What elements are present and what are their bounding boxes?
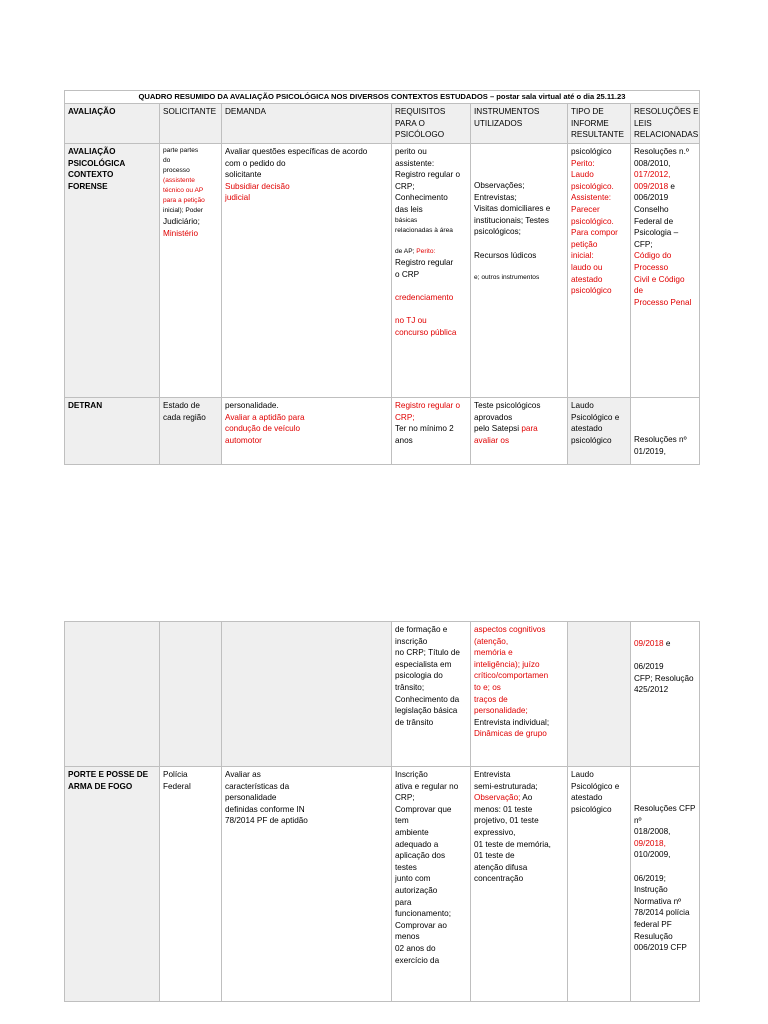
- cell-text-line: aprovados: [474, 412, 513, 422]
- cell-text-line: de formação e: [395, 625, 448, 634]
- cell-text-line: Avaliar questões específicas de acordo: [225, 147, 368, 156]
- table-row-porte: [65, 767, 699, 1001]
- cell-demanda-detran: [222, 398, 392, 464]
- cell-text-line: para: [395, 897, 412, 907]
- cell-text-line: Processo Penal: [634, 297, 692, 307]
- cell-text-line: (assistente: [163, 177, 195, 184]
- cell-text-line: e; outros instrumentos: [474, 273, 540, 281]
- cell-text-line: especialista em: [395, 659, 452, 669]
- cell-text-line: memória e: [474, 648, 513, 658]
- cell-text-line: FORENSE: [68, 181, 108, 191]
- cell-text-line: CRP;: [395, 793, 415, 803]
- cell-text-line: Recursos lúdicos: [474, 250, 537, 260]
- header-row: [65, 104, 699, 143]
- cell-text-line: básicas: [395, 216, 418, 224]
- cell-text-line: atenção difusa: [474, 862, 528, 872]
- cell-text-line: Entrevista: [474, 770, 511, 779]
- cell-text-line: com o pedido do: [225, 158, 286, 168]
- cell-text-line: menos: 01 teste: [474, 804, 533, 814]
- cell-text-line: Instrução: [634, 885, 668, 895]
- cell-text-line: exercício da: [395, 955, 440, 965]
- cell-text-line: psicológico: [571, 804, 612, 814]
- cell-text-line: Psicológico e: [571, 412, 620, 422]
- header-avaliacao: [65, 104, 160, 143]
- cell-text-line: laudo ou: [571, 262, 603, 272]
- header-resolucoes: [631, 104, 699, 143]
- cell-avaliacao-detran: DETRAN: [65, 398, 160, 464]
- cell-text-line: Parecer: [571, 204, 600, 214]
- cell-text-line: 06/2019: [634, 662, 664, 672]
- cell-text-line: Laudo: [571, 401, 594, 410]
- cell-demanda-porte: [222, 767, 392, 1001]
- cell-text-line: de trânsito: [395, 717, 434, 727]
- cell-text-line: ambiente: [395, 827, 429, 837]
- cell-text-line: semi-estruturada;: [474, 781, 538, 791]
- cell-text-line: [395, 236, 467, 248]
- cell-text-line: menos: [395, 932, 420, 942]
- cell-text-line: 78/2014 polícia: [634, 908, 690, 918]
- summary-table-part-1: [64, 90, 700, 465]
- cell-requisitos-porte: [392, 767, 471, 1001]
- cell-text-line: psicologia do: [395, 671, 443, 681]
- cell-text-line: automotor: [225, 435, 262, 445]
- cell-text-line: de: [634, 286, 644, 296]
- cell-text-line: CRP;: [395, 181, 415, 191]
- cell-text-line: 010/2009,: [634, 850, 671, 860]
- cell-text-line: 006/2019 CFP: [634, 943, 687, 953]
- table-title: QUADRO RESUMIDO DA AVALIAÇÃO PSICOLÓGICA NOS DIVERSOS CONTEXTOS ESTUDADOS – postar sala virtual até o dia 25.11.23: [138, 92, 626, 101]
- cell-text-line: Civil e Código: [634, 274, 685, 284]
- cell-text-line: anos: [395, 435, 413, 445]
- cell-text-line: CFP; Resolução: [634, 673, 694, 683]
- cell-text-line: 018/2008,: [634, 827, 671, 837]
- cell-text-line: concentração: [474, 874, 524, 884]
- cell-instrumentos-detran-cont: [471, 622, 568, 766]
- cell-text-line: definidas conforme IN: [225, 804, 305, 814]
- cell-text-line: psicológico: [571, 147, 612, 156]
- cell-text-line: relacionadas à área: [395, 226, 453, 234]
- cell-text-line: inicial:: [571, 251, 594, 261]
- cell-requisitos-detran-cont: [392, 622, 471, 766]
- cell-text-line: Estado de: [163, 401, 200, 410]
- table-row-detran-continued: [65, 622, 699, 766]
- cell-text-line: 006/2019: [634, 193, 669, 203]
- cell-text-line: legislação básica: [395, 706, 458, 716]
- cell-text-line: Visitas domiciliares e: [474, 204, 551, 214]
- cell-text-line: Comprovar ao: [395, 920, 447, 930]
- cell-text-line: Dinâmicas de grupo: [474, 729, 547, 739]
- cell-text-line: to e; os: [474, 682, 501, 692]
- cell-resolucoes-forense: [631, 144, 699, 397]
- cell-text-line: Assistente:: [571, 193, 612, 203]
- cell-text-line: institucionais; Testes: [474, 215, 549, 225]
- cell-text-line: Psicológico e: [571, 781, 620, 791]
- cell-text-line: AVALIAÇÃO: [68, 147, 116, 156]
- cell-text-line: atestado: [571, 274, 603, 284]
- cell-text-line: [634, 650, 696, 662]
- cell-text-line: nº: [634, 815, 642, 825]
- cell-text-line: Para compor: [571, 228, 618, 238]
- cell-resolucoes-detran-cont: [631, 622, 699, 766]
- cell-text-line: Resulução: [634, 931, 673, 941]
- cell-text-line: Observação; Ao: [474, 793, 533, 803]
- cell-demanda-forense: [222, 144, 392, 397]
- cell-text-line: Resoluções CFP: [634, 804, 696, 813]
- cell-text-line: personalidade;: [474, 706, 528, 716]
- cell-text-line: Laudo: [571, 770, 594, 779]
- cell-text-line: Resoluções nº: [634, 435, 687, 444]
- cell-text-line: características da: [225, 781, 290, 791]
- cell-resolucoes-porte: [631, 767, 699, 1001]
- cell-text-line: LEIS: [634, 118, 652, 128]
- cell-text-line: atestado: [571, 424, 603, 434]
- cell-text-line: crítico/comportamen: [474, 671, 549, 681]
- cell-text-line: Avaliar a aptidão para: [225, 412, 305, 422]
- cell-text-line: aspectos cognitivos: [474, 625, 546, 634]
- cell-text-line: PORTE E POSSE DE: [68, 770, 149, 779]
- cell-text-line: CRP;: [395, 412, 415, 422]
- cell-text-line: PARA O: [395, 118, 425, 128]
- summary-table-part-2: [64, 621, 700, 1002]
- cell-text-line: Entrevistas;: [474, 192, 517, 202]
- cell-text-line: inscrição: [395, 636, 428, 646]
- cell-text-line: Federal de: [634, 216, 674, 226]
- cell-text-line: Teste psicológicos: [474, 401, 541, 410]
- cell-text-line: concurso pública: [395, 327, 457, 337]
- cell-text-line: o CRP: [395, 269, 420, 279]
- cell-text-line: TIPO DE: [571, 107, 604, 116]
- cell-text-line: Código do: [634, 251, 672, 261]
- cell-text-line: testes: [395, 862, 417, 872]
- cell-text-line: 01 teste de memória,: [474, 839, 551, 849]
- cell-demanda-detran-cont: [222, 622, 392, 766]
- table-row-detran: [65, 398, 699, 464]
- cell-solicitante-forense: [160, 144, 222, 397]
- cell-text-line: psicológico: [571, 435, 612, 445]
- cell-instrumentos-porte: [471, 767, 568, 1001]
- cell-text-line: atestado: [571, 793, 603, 803]
- cell-text-line: RESULTANTE: [571, 130, 624, 140]
- cell-text-line: tem: [395, 816, 409, 826]
- cell-text-line: [474, 261, 564, 273]
- header-solicitante: [160, 104, 222, 143]
- header-tipo: [568, 104, 631, 143]
- cell-tipo-forense: [568, 144, 631, 397]
- cell-text-line: Resoluções n.º: [634, 147, 689, 156]
- cell-solicitante-detran-cont: [160, 622, 222, 766]
- cell-text-line: 009/2018 e: [634, 181, 675, 191]
- cell-text-line: expressivo,: [474, 827, 516, 837]
- header-instrumentos: [471, 104, 568, 143]
- cell-text-line: psicológicos;: [474, 227, 521, 237]
- cell-text-line: PSICOLÓGICA: [68, 158, 126, 168]
- cell-text-line: parte partes: [163, 147, 199, 154]
- cell-text-line: Registro regular o: [395, 170, 461, 180]
- cell-text-line: Polícia: [163, 770, 188, 779]
- cell-text-line: Processo: [634, 262, 669, 272]
- cell-text-line: (atenção,: [474, 636, 509, 646]
- cell-text-line: Perito:: [571, 158, 595, 168]
- cell-resolucoes-detran: [631, 398, 699, 464]
- cell-text-line: funcionamento;: [395, 909, 451, 919]
- cell-text-line: personalidade: [225, 793, 277, 803]
- cell-text-line: petição: [571, 239, 598, 249]
- cell-text-line: no TJ ou: [395, 316, 427, 326]
- cell-text-line: Judiciário;: [163, 217, 200, 226]
- cell-text-line: autorização: [395, 885, 438, 895]
- table-row-forense: [65, 144, 699, 397]
- cell-avaliacao-forense: [65, 144, 160, 397]
- cell-solicitante-porte: [160, 767, 222, 1001]
- cell-avaliacao-porte: [65, 767, 160, 1001]
- cell-text-line: projetivo, 01 teste: [474, 816, 539, 826]
- cell-text-line: AVALIAÇÃO: [68, 107, 116, 116]
- cell-text-line: 78/2014 PF de aptidão: [225, 816, 308, 826]
- cell-text-line: das leis: [395, 204, 423, 214]
- cell-text-line: [395, 304, 467, 316]
- cell-text-line: 09/2018 e: [634, 639, 671, 648]
- cell-text-line: técnico ou AP: [163, 187, 204, 194]
- cell-text-line: Conhecimento: [395, 193, 448, 203]
- cell-text-line: federal PF: [634, 919, 672, 929]
- header-demanda: [222, 104, 392, 143]
- cell-text-line: CFP;: [634, 239, 653, 249]
- cell-text-line: Conhecimento da: [395, 694, 460, 704]
- cell-text-line: 09/2018,: [634, 838, 666, 848]
- cell-text-line: junto com: [395, 874, 431, 884]
- header-requisitos: [392, 104, 471, 143]
- cell-text-line: Inscrição: [395, 770, 428, 779]
- cell-text-line: Psicologia –: [634, 228, 679, 238]
- cell-text-line: Registro regular o: [395, 401, 461, 410]
- cell-text-line: traços de: [474, 694, 508, 704]
- cell-text-line: INFORME: [571, 118, 609, 128]
- cell-text-line: Laudo: [571, 170, 594, 180]
- cell-text-line: Comprovar que: [395, 804, 452, 814]
- cell-text-line: psicológico.: [571, 181, 614, 191]
- cell-text-line: Subsidiar decisão: [225, 181, 290, 191]
- cell-text-line: Observações;: [474, 181, 525, 190]
- cell-text-line: Entrevista individual;: [474, 717, 550, 727]
- cell-text-line: Conselho: [634, 204, 669, 214]
- cell-text-line: [395, 280, 467, 292]
- cell-text-line: RESOLUÇÕES E: [634, 107, 699, 116]
- cell-tipo-detran-cont: [568, 622, 631, 766]
- cell-text-line: ativa e regular no: [395, 781, 459, 791]
- cell-text-line: Avaliar as: [225, 770, 261, 779]
- cell-solicitante-detran: [160, 398, 222, 464]
- cell-text-line: psicológico.: [571, 216, 614, 226]
- cell-text-line: para a petição: [163, 197, 205, 204]
- cell-text-line: CONTEXTO: [68, 170, 114, 180]
- cell-text-line: Normativa nº: [634, 896, 682, 906]
- cell-text-line: de AP; Perito:: [395, 248, 436, 256]
- cell-text-line: inicial); Poder: [163, 207, 203, 214]
- cell-text-line: do: [163, 157, 171, 164]
- cell-text-line: adequado a: [395, 839, 439, 849]
- cell-text-line: judicial: [225, 193, 251, 203]
- cell-text-line: DEMANDA: [225, 107, 266, 116]
- cell-text-line: Federal: [163, 781, 191, 791]
- cell-text-line: aplicação dos: [395, 851, 446, 861]
- cell-requisitos-forense: [392, 144, 471, 397]
- cell-text-line: [474, 238, 564, 250]
- cell-text-line: INSTRUMENTOS: [474, 107, 540, 116]
- cell-text-line: pelo Satepsi para: [474, 424, 538, 434]
- cell-text-line: [634, 861, 696, 873]
- cell-text-line: REQUISITOS: [395, 107, 446, 116]
- cell-avaliacao-detran-cont: [65, 622, 160, 766]
- cell-text-line: solicitante: [225, 170, 262, 180]
- cell-text-line: 02 anos do: [395, 943, 436, 953]
- cell-text-line: RELACIONADAS: [634, 130, 699, 140]
- cell-text-line: inteligência); juízo: [474, 659, 540, 669]
- cell-text-line: 01 teste de: [474, 851, 515, 861]
- cell-text-line: processo: [163, 167, 190, 174]
- cell-text-line: ARMA DE FOGO: [68, 781, 133, 791]
- cell-text-line: 017/2012,: [634, 170, 671, 180]
- cell-tipo-detran: [568, 398, 631, 464]
- cell-text-line: no CRP; Título de: [395, 648, 460, 658]
- cell-instrumentos-detran: [471, 398, 568, 464]
- cell-text-line: 425/2012: [634, 685, 669, 695]
- cell-text-line: credenciamento: [395, 292, 454, 302]
- cell-text-line: Ministério: [163, 228, 199, 238]
- cell-text-line: UTILIZADOS: [474, 118, 523, 128]
- cell-text-line: 008/2010,: [634, 158, 671, 168]
- cell-text-line: psicológico: [571, 286, 612, 296]
- cell-text-line: perito ou: [395, 147, 427, 156]
- cell-text-line: personalidade.: [225, 401, 279, 410]
- cell-text-line: condução de veículo: [225, 424, 301, 434]
- cell-text-line: Registro regular: [395, 258, 454, 268]
- cell-tipo-porte: [568, 767, 631, 1001]
- cell-instrumentos-forense: [471, 144, 568, 397]
- cell-text-line: avaliar os: [474, 435, 510, 445]
- cell-text-line: 01/2019,: [634, 446, 666, 456]
- cell-text-line: PSICÓLOGO: [395, 130, 445, 140]
- cell-text-line: 06/2019;: [634, 873, 666, 883]
- cell-requisitos-detran: [392, 398, 471, 464]
- cell-text-line: cada região: [163, 412, 206, 422]
- cell-text-line: SOLICITANTE: [163, 107, 217, 116]
- cell-text-line: Ter no mínimo 2: [395, 424, 454, 434]
- cell-text-line: assistente:: [395, 158, 435, 168]
- cell-text-line: trânsito;: [395, 682, 425, 692]
